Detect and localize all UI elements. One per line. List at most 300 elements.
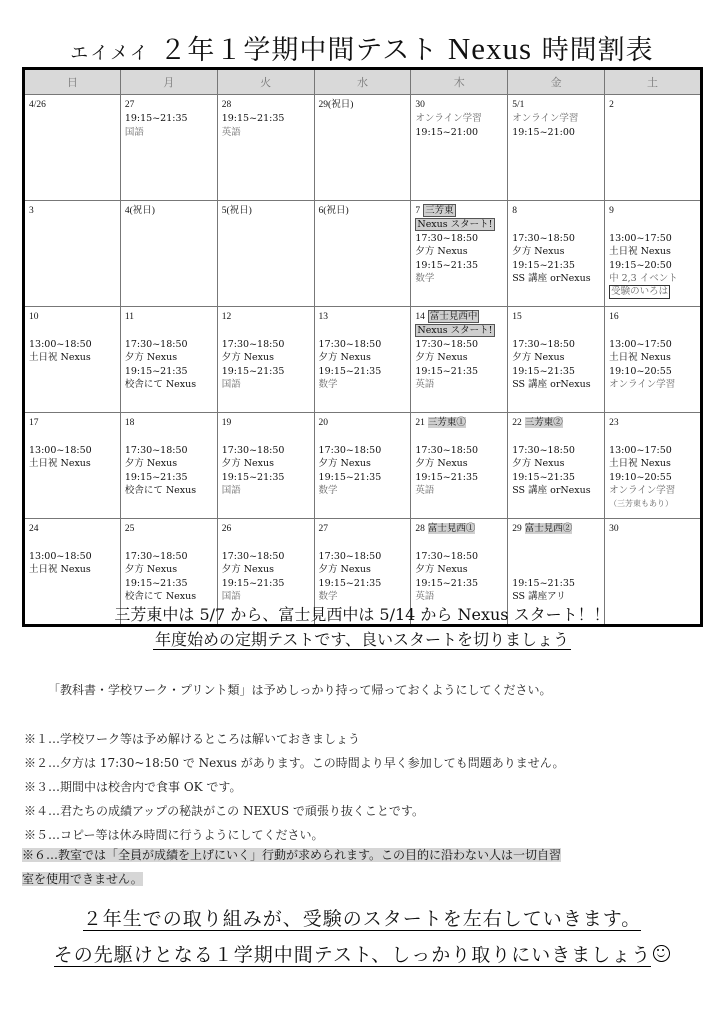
schedule-text: SS 講座 orNexus (512, 379, 591, 391)
schedule-line (512, 536, 600, 549)
schedule-text: 19:10~20:55 (609, 365, 672, 377)
schedule-line (319, 324, 407, 337)
schedule-text: 校舎にて Nexus (124, 485, 197, 497)
schedule-line (512, 563, 600, 576)
day-number-line (125, 98, 213, 112)
schedule-text: 17:30~18:50 (415, 232, 479, 244)
schedule-line (512, 272, 600, 285)
schedule-text: 夕方 Nexus (124, 458, 178, 470)
schedule-text: 夕方 Nexus (512, 352, 565, 364)
schedule-calendar (22, 67, 703, 627)
calendar-day-cell (217, 413, 314, 519)
weekday-header: 日 (24, 69, 121, 95)
schedule-text: 19:10~20:55 (609, 471, 672, 483)
weekday-header: 月 (120, 69, 217, 95)
schedule-line (512, 112, 600, 125)
schedule-line (125, 324, 213, 337)
schedule-text: SS 講座 orNexus (512, 485, 591, 497)
schedule-line (415, 218, 503, 231)
schedule-line (125, 536, 213, 549)
schedule-text: 13:00~18:50 (29, 338, 92, 350)
schedule-line (125, 351, 213, 364)
schedule-line (609, 232, 696, 245)
calendar-day-cell (120, 95, 217, 201)
schedule-line (125, 563, 213, 576)
day-number: 29(祝日) (318, 100, 354, 110)
schedule-line (415, 444, 503, 457)
schedule-text: 夕方 Nexus (124, 352, 178, 364)
smiley-icon (653, 945, 670, 962)
schedule-text: 19:15~21:00 (512, 126, 575, 138)
schedule-line (512, 218, 600, 231)
schedule-text: 19:15~21:35 (221, 577, 285, 589)
schedule-text: 17:30~18:50 (124, 338, 188, 350)
schedule-text: 土日祝 Nexus (609, 352, 671, 364)
calendar-day-cell (120, 201, 217, 307)
schedule-text: 19:15~21:35 (512, 259, 575, 271)
calendar-day-cell (314, 95, 411, 201)
schedule-text: 19:15~20:50 (609, 259, 672, 271)
day-number-line (222, 522, 310, 536)
title-main: ２年１学期中間テスト (159, 35, 439, 66)
schedule-text: 17:30~18:50 (415, 444, 479, 456)
day-number: 19 (221, 418, 232, 428)
schedule-line (512, 378, 600, 391)
schedule-text: 夕方 Nexus (318, 352, 371, 364)
schedule-text: 19:15~21:35 (415, 365, 479, 377)
note-6-line2: 室を使用できません。 (22, 872, 143, 886)
note-2: ※２…夕方は 17:30~18:50 で Nexus があります。この時間より早く参加しても問題ありません。 (24, 756, 565, 770)
schedule-line (125, 577, 213, 590)
schedule-line (29, 444, 116, 457)
calendar-body (24, 95, 702, 626)
day-number-line (319, 204, 407, 218)
schedule-text: 17:30~18:50 (512, 338, 575, 350)
day-number: 27 (318, 524, 329, 534)
schedule-text: 17:30~18:50 (415, 338, 479, 350)
schedule-text: 土日祝 Nexus (29, 352, 91, 364)
schedule-text: Nexus スタート! (417, 325, 493, 337)
schedule-line (319, 457, 407, 470)
schedule-line (29, 324, 116, 337)
day-number-line (609, 310, 696, 324)
calendar-day-cell (120, 307, 217, 413)
schedule-line (512, 550, 600, 563)
schedule-text: 英語 (415, 485, 435, 497)
schedule-text: 数学 (415, 273, 435, 285)
schedule-line (125, 430, 213, 443)
calendar-day-cell (508, 95, 605, 201)
schedule-line (512, 444, 600, 457)
schedule-line (415, 232, 503, 245)
schedule-text: 17:30~18:50 (221, 444, 285, 456)
day-number: 27 (124, 100, 135, 110)
schedule-line (222, 351, 310, 364)
day-number: 20 (318, 418, 329, 428)
day-number-line (125, 310, 213, 324)
schedule-line (222, 550, 310, 563)
schedule-text: 夕方 Nexus (415, 352, 468, 364)
day-number: 30 (415, 100, 425, 110)
day-number: 22 (512, 418, 522, 428)
calendar-day-cell (605, 413, 702, 519)
schedule-text: 17:30~18:50 (318, 338, 382, 350)
schedule-line (512, 245, 600, 258)
closing-line-2 (0, 940, 724, 967)
schedule-line (609, 338, 696, 351)
schedule-line (29, 457, 116, 470)
day-number: 24 (29, 524, 39, 534)
day-number-line (609, 204, 696, 218)
schedule-line (222, 338, 310, 351)
schedule-text: オンライン学習 (415, 113, 482, 125)
schedule-line (609, 365, 696, 378)
schedule-text: 英語 (415, 379, 435, 391)
schedule-line (512, 126, 600, 139)
test-day-highlight: 富士見西② (524, 523, 573, 534)
schedule-line (125, 378, 213, 391)
schedule-line (415, 126, 503, 139)
schedule-line (319, 430, 407, 443)
calendar-day-cell (508, 307, 605, 413)
schedule-line (512, 351, 600, 364)
day-number: 4(祝日) (124, 206, 155, 216)
schedule-line (29, 550, 116, 563)
schedule-line (125, 457, 213, 470)
schedule-text: 土日祝 Nexus (29, 564, 91, 576)
calendar-day-cell (508, 413, 605, 519)
calendar-day-cell (314, 307, 411, 413)
day-number: 3 (29, 206, 34, 216)
day-number-line (415, 204, 503, 218)
calendar-day-cell (24, 95, 121, 201)
schedule-text: 17:30~18:50 (415, 550, 479, 562)
day-number: 26 (221, 524, 232, 534)
schedule-line (609, 430, 696, 443)
schedule-text: 19:15~21:35 (221, 113, 285, 125)
schedule-line (125, 126, 213, 139)
schedule-text: 19:15~21:00 (415, 126, 479, 138)
schedule-line (512, 430, 600, 443)
schedule-text: 夕方 Nexus (318, 564, 371, 576)
test-day-highlight: 三芳東② (524, 417, 563, 428)
day-number-line (415, 98, 503, 112)
schedule-line (222, 112, 310, 125)
schedule-line (512, 259, 600, 272)
schedule-text: 19:15~21:35 (318, 577, 382, 589)
closing-text-1: ２年生での取り組みが、受験のスタートを左右していきます。 (82, 908, 642, 930)
day-number: 28 (221, 100, 232, 110)
note-5: ※５…コピー等は休み時間に行うようにしてください。 (24, 828, 324, 842)
day-number-line (29, 310, 116, 324)
schedule-line (29, 351, 116, 364)
schedule-text: 19:15~21:35 (221, 365, 285, 377)
schedule-text: 数学 (318, 591, 338, 603)
schedule-line (415, 324, 503, 337)
calendar-day-cell (314, 413, 411, 519)
schedule-text: 校舎にて Nexus (124, 379, 197, 391)
schedule-text: 13:00~17:50 (609, 444, 672, 456)
schedule-text: 17:30~18:50 (318, 444, 382, 456)
start-motto: 年度始めの定期テストです、良いスタートを切りましょう (154, 630, 570, 649)
schedule-text: 夕方 Nexus (512, 458, 565, 470)
day-number: 7 (415, 206, 421, 216)
schedule-line (222, 577, 310, 590)
schedule-text: 国語 (221, 591, 241, 603)
start-announcement: 三芳東中は 5/7 から、富士見西中は 5/14 から Nexus スタート！！ (114, 605, 610, 624)
school-start-tag: 三芳東 (425, 205, 454, 216)
schedule-text: SS 講座アリ (512, 591, 566, 603)
day-number: 14 (415, 312, 425, 322)
schedule-line (319, 550, 407, 563)
schedule-text: 夕方 Nexus (221, 564, 274, 576)
schedule-text: オンライン学習 (609, 485, 676, 497)
day-number-line (125, 416, 213, 430)
day-number-line (415, 416, 503, 430)
title-suffix: 時間割表 (541, 35, 654, 66)
schedule-line (609, 324, 696, 337)
schedule-line (609, 457, 696, 470)
schedule-line (609, 285, 696, 299)
schedule-text: 土日祝 Nexus (29, 458, 91, 470)
schedule-line (512, 232, 600, 245)
calendar-day-cell (411, 201, 508, 307)
schedule-line (222, 563, 310, 576)
schedule-text: 13:00~17:50 (609, 232, 672, 244)
day-number: 9 (609, 206, 614, 216)
schedule-text: 13:00~17:50 (609, 338, 672, 350)
day-number: 12 (221, 312, 232, 322)
weekday-header: 火 (217, 69, 314, 95)
schedule-text: SS 講座 orNexus (512, 273, 591, 285)
day-number-line (222, 416, 310, 430)
schedule-line (512, 365, 600, 378)
schedule-text: 19:15~21:35 (124, 365, 188, 377)
day-number: 5/1 (512, 100, 525, 110)
schedule-line (609, 471, 696, 484)
calendar-day-cell (605, 307, 702, 413)
day-number: 8 (512, 206, 517, 216)
schedule-line (222, 536, 310, 549)
note-1: ※１…学校ワーク等は予め解けるところは解いておきましょう (24, 732, 361, 746)
day-number: 11 (124, 312, 134, 322)
schedule-text: 19:15~21:35 (124, 113, 188, 125)
weekday-header: 土 (605, 69, 702, 95)
schedule-line (125, 471, 213, 484)
day-number-line (319, 522, 407, 536)
day-number: 15 (512, 312, 522, 322)
schedule-line (319, 338, 407, 351)
schedule-line (222, 430, 310, 443)
schedule-text: 17:30~18:50 (124, 550, 188, 562)
schedule-line (512, 484, 600, 497)
schedule-line (125, 444, 213, 457)
schedule-line (415, 550, 503, 563)
schedule-line (512, 324, 600, 337)
day-number-line (29, 204, 116, 218)
schedule-line (125, 365, 213, 378)
day-number: 10 (29, 312, 39, 322)
schedule-line (319, 577, 407, 590)
weekday-header: 金 (508, 69, 605, 95)
day-number-line (609, 522, 696, 536)
schedule-text: 土日祝 Nexus (609, 246, 671, 258)
schedule-text: （三芳東もあり） (609, 499, 674, 509)
schedule-text: オンライン学習 (609, 379, 676, 391)
schedule-line (609, 218, 696, 231)
schedule-text: 19:15~21:35 (221, 471, 285, 483)
schedule-text: 17:30~18:50 (318, 550, 382, 562)
schedule-line (222, 484, 310, 497)
schedule-line (415, 563, 503, 576)
schedule-text: オンライン学習 (512, 113, 579, 125)
day-number-line (319, 98, 407, 112)
calendar-week-row (24, 413, 702, 519)
schedule-text: 夕方 Nexus (124, 564, 178, 576)
test-day-highlight: 三芳東① (427, 417, 466, 428)
test-day-highlight: 富士見西① (427, 523, 476, 534)
schedule-line (415, 471, 503, 484)
schedule-text: 国語 (221, 485, 241, 497)
day-number: 23 (609, 418, 619, 428)
schedule-line (609, 351, 696, 364)
materials-reminder: 「教科書・学校ワーク・プリント類」は予めしっかり持って帰っておくようにしてください。 (48, 683, 552, 697)
calendar-day-cell (24, 201, 121, 307)
title-prefix: エイメイ (70, 43, 150, 64)
calendar-day-cell (24, 307, 121, 413)
schedule-text: 中 2,3 イベント (609, 273, 678, 285)
schedule-text: 夕方 Nexus (415, 458, 468, 470)
schedule-line (222, 457, 310, 470)
day-number-line (319, 310, 407, 324)
calendar-day-cell (411, 307, 508, 413)
schedule-line (319, 365, 407, 378)
day-number: 18 (124, 418, 135, 428)
day-number-line (29, 416, 116, 430)
calendar-week-row (24, 95, 702, 201)
day-number: 6(祝日) (318, 206, 349, 216)
schedule-line (415, 351, 503, 364)
schedule-line (609, 272, 696, 285)
schedule-text: 英語 (221, 126, 241, 138)
schedule-text: 夕方 Nexus (318, 458, 371, 470)
schedule-text: 19:15~21:35 (415, 577, 479, 589)
schedule-line (415, 536, 503, 549)
day-number-line (609, 98, 696, 112)
schedule-line (29, 563, 116, 576)
schedule-line (415, 338, 503, 351)
day-number: 16 (609, 312, 619, 322)
schedule-line (319, 378, 407, 391)
closing-text-2: その先駆けとなる１学期中間テスト、しっかり取りにいきましょう (53, 944, 652, 966)
day-number-line (512, 204, 600, 218)
day-number: 13 (318, 312, 329, 322)
page-title (0, 28, 724, 67)
schedule-line (415, 577, 503, 590)
note-6-line1: ※６…教室では「全員が成績を上げにいく」行動が求められます。この目的に沿わない人は一切自習 (22, 848, 562, 862)
schedule-line (125, 550, 213, 563)
schedule-line (415, 272, 503, 285)
schedule-text: 13:00~18:50 (29, 444, 92, 456)
schedule-text: 19:15~21:35 (124, 471, 188, 483)
schedule-text: 19:15~21:35 (512, 365, 575, 377)
schedule-text: 夕方 Nexus (221, 352, 274, 364)
schedule-line (319, 351, 407, 364)
schedule-line (415, 378, 503, 391)
schedule-text: 19:15~21:35 (318, 365, 382, 377)
note-6 (22, 843, 704, 891)
start-banner (0, 602, 724, 625)
schedule-line (29, 430, 116, 443)
schedule-text: 17:30~18:50 (221, 550, 285, 562)
calendar-day-cell (217, 95, 314, 201)
title-brand: Nexus (447, 31, 533, 66)
day-number-line (319, 416, 407, 430)
calendar-day-cell (217, 201, 314, 307)
schedule-line (609, 378, 696, 391)
weekday-header: 水 (314, 69, 411, 95)
day-number-line (512, 98, 600, 112)
day-number: 25 (124, 524, 135, 534)
day-number-line (512, 416, 600, 430)
schedule-line (319, 484, 407, 497)
note-3: ※３…期間中は校舎内で食事 OK です。 (24, 780, 242, 794)
schedule-line (125, 338, 213, 351)
schedule-line (512, 471, 600, 484)
schedule-line (609, 259, 696, 272)
schedule-line (222, 324, 310, 337)
schedule-line (319, 536, 407, 549)
day-number-line (222, 204, 310, 218)
schedule-text: 受験のいろは (611, 286, 669, 298)
schedule-text: 17:30~18:50 (124, 444, 188, 456)
day-number-line (512, 522, 600, 536)
schedule-text: 夕方 Nexus (221, 458, 274, 470)
day-number-line (222, 310, 310, 324)
day-number-line (512, 310, 600, 324)
schedule-text: 19:15~21:35 (512, 471, 575, 483)
schedule-text: 国語 (221, 379, 241, 391)
schedule-line (222, 365, 310, 378)
schedule-line (415, 259, 503, 272)
schedule-line (609, 484, 696, 497)
schedule-line (512, 577, 600, 590)
day-number: 21 (415, 418, 425, 428)
schedule-line (222, 378, 310, 391)
day-number-line (29, 98, 116, 112)
calendar-week-row (24, 201, 702, 307)
schedule-text: 土日祝 Nexus (609, 458, 671, 470)
schedule-line (319, 471, 407, 484)
schedule-text: 17:30~18:50 (512, 232, 575, 244)
calendar-day-cell (508, 201, 605, 307)
calendar-day-cell (314, 201, 411, 307)
calendar-day-cell (411, 95, 508, 201)
calendar-week-row (24, 307, 702, 413)
day-number: 29 (512, 524, 522, 534)
schedule-line (29, 338, 116, 351)
calendar-day-cell (217, 307, 314, 413)
calendar-day-cell (605, 95, 702, 201)
schedule-line (415, 245, 503, 258)
schedule-line (609, 245, 696, 258)
schedule-text: 数学 (318, 485, 338, 497)
schedule-line (222, 471, 310, 484)
schedule-text: Nexus スタート! (417, 219, 493, 231)
schedule-text: 校舎にて Nexus (124, 591, 197, 603)
school-start-tag: 富士見西中 (429, 311, 478, 322)
day-number: 5(祝日) (221, 206, 252, 216)
